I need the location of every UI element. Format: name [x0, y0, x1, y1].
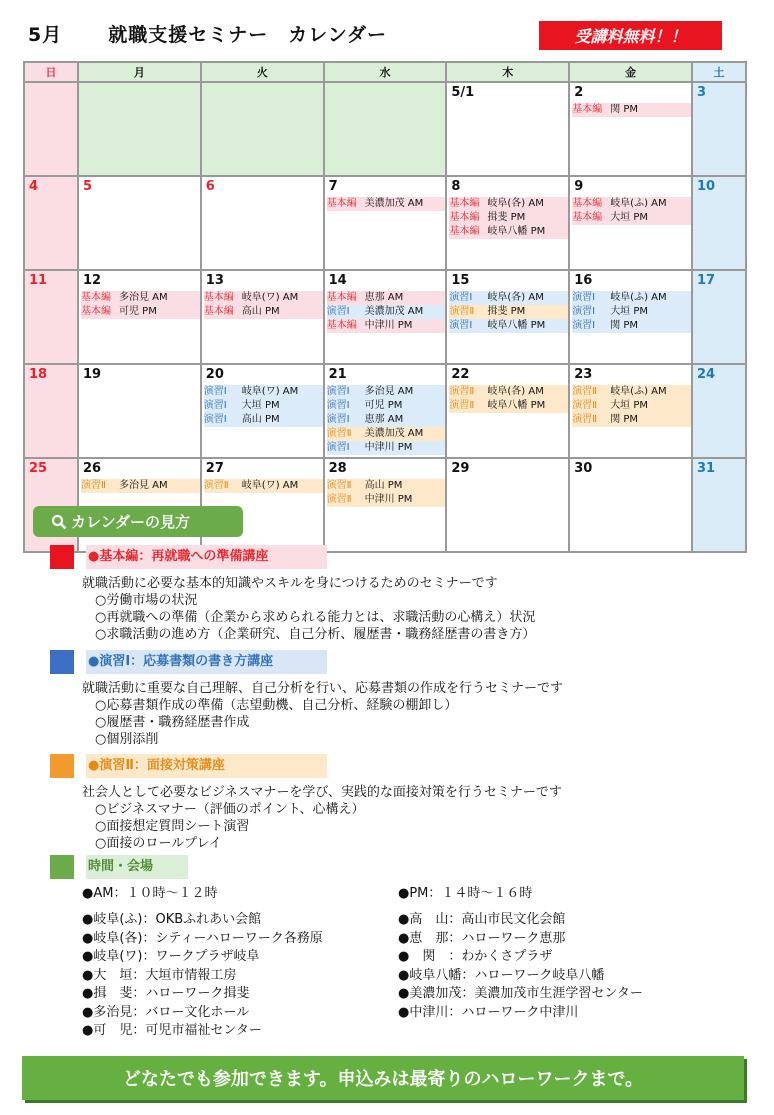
basic-desc-text: 就職活動に必要な基本的知識やスキルを身につけるためのセミナーです: [82, 576, 498, 591]
calendar-week: [24, 364, 746, 458]
day-number: 4: [29, 179, 39, 194]
seminar-event: [449, 319, 568, 333]
event-type-tag: 基本編: [572, 104, 603, 115]
day-number: 7: [328, 179, 338, 194]
calendar-day-cell: [201, 458, 324, 552]
calendar-day-cell: [692, 364, 746, 458]
seminar-event: [327, 399, 446, 413]
event-type-tag: 基本編: [449, 226, 480, 237]
day-number: 16: [574, 273, 593, 288]
day-number: 5: [83, 179, 93, 194]
calendar-day-cell: [24, 458, 78, 552]
calendar-day-cell: [569, 82, 692, 176]
seminar-event: [327, 291, 446, 305]
event-type-tag: 演習Ⅰ: [326, 400, 350, 411]
pm-time: ●PM：１４時～１６時: [398, 886, 533, 901]
basic-title: ●基本編：再就職への準備講座: [86, 545, 327, 569]
event-location-time: 多治見 AM: [119, 480, 168, 491]
event-location-time: 大垣 PM: [610, 306, 649, 317]
event-location-time: 高山 PM: [241, 414, 280, 425]
event-type-tag: 基本編: [203, 306, 234, 317]
basic-item: ○労働市場の状況: [95, 593, 198, 608]
event-location-time: 揖斐 PM: [487, 212, 526, 223]
seminar-event: [204, 479, 323, 493]
venue-item: ●岐阜(各)：シティーハローワーク各務原: [82, 930, 323, 946]
seminar-event: [572, 197, 691, 211]
day-number: 15: [451, 273, 470, 288]
seminar-event: [204, 305, 323, 319]
calendar-day-cell: [24, 82, 78, 176]
day-number: 17: [697, 273, 716, 288]
event-type-tag: 基本編: [81, 292, 111, 303]
guide-label: カレンダーの見方: [71, 513, 191, 531]
ex1-desc-text: 就職活動に重要な自己理解、自己分析を行い、応募書類の作成を行うセミナーです: [82, 681, 564, 696]
seminar-event: [327, 385, 446, 399]
day-number: 18: [29, 367, 48, 382]
day-number: 25: [29, 461, 48, 476]
calendar-day-cell: [692, 270, 746, 364]
calendar-day-cell: [692, 458, 746, 552]
event-location-time: 恵那 AM: [364, 292, 404, 303]
event-location-time: 岐阜(各) AM: [487, 198, 544, 209]
am-time: ●AM：１０時～１２時: [82, 886, 218, 901]
month-label: 5月: [28, 24, 63, 46]
footer-banner: どなたでも参加できます。申込みは最寄りのハローワークまで。: [22, 1056, 744, 1100]
seminar-event: [327, 427, 446, 441]
seminar-event: [449, 211, 568, 225]
event-location-time: 関 PM: [610, 320, 639, 331]
event-location-time: 関 PM: [610, 104, 639, 115]
basic-item: ○再就職への準備（企業から求められる能力とは、求職活動の心構え）状況: [95, 610, 536, 625]
seminar-event: [327, 319, 446, 333]
event-location-time: 中津川 PM: [364, 320, 413, 331]
calendar-day-cell: [324, 458, 447, 552]
ex1-item: ○個別添削: [95, 732, 159, 747]
seminar-event: [327, 441, 446, 455]
venue-item: ●多治見：バロー文化ホール: [82, 1004, 250, 1020]
calendar-guide-button[interactable]: [33, 506, 243, 537]
seminar-event: [327, 493, 446, 507]
venue-list-right: [398, 911, 643, 1022]
seminar-event: [204, 399, 323, 413]
calendar-day-cell: [24, 270, 78, 364]
section-venue: [50, 855, 188, 879]
event-type-tag: 基本編: [203, 292, 234, 303]
day-number: 9: [574, 179, 584, 194]
event-type-tag: 演習Ⅰ: [203, 400, 227, 411]
calendar-week: [24, 82, 746, 176]
day-number: [202, 83, 323, 103]
event-location-time: 岐阜八幡 PM: [487, 400, 546, 411]
calendar-day-cell: [201, 176, 324, 270]
calendar-day-cell: [692, 176, 746, 270]
event-location-time: 高山 PM: [241, 306, 280, 317]
seminar-event: [572, 291, 691, 305]
event-location-time: 多治見 AM: [119, 292, 168, 303]
event-type-tag: 演習Ⅱ: [572, 400, 598, 411]
venue-item: ● 関 ：わかくさプラザ: [398, 949, 553, 964]
event-type-tag: 演習Ⅱ: [449, 386, 475, 397]
calendar-day-cell: [324, 82, 447, 176]
calendar-day-cell: [201, 82, 324, 176]
seminar-event: [327, 413, 446, 427]
seminar-event: [81, 479, 200, 493]
calendar-day-cell: [446, 270, 569, 364]
seminar-event: [327, 305, 446, 319]
weekday-header: 水: [324, 62, 447, 82]
calendar-day-cell: [78, 458, 201, 552]
ex2-color-swatch: [50, 754, 74, 778]
weekday-header: 金: [569, 62, 692, 82]
event-type-tag: 演習Ⅰ: [572, 320, 596, 331]
day-number: 3: [697, 85, 707, 100]
page-title: [28, 20, 433, 47]
calendar-day-cell: [446, 458, 569, 552]
event-location-time: 岐阜(各) AM: [487, 292, 544, 303]
ex1-title: ●演習Ⅰ：応募書類の書き方講座: [86, 650, 327, 674]
event-type-tag: 基本編: [326, 320, 357, 331]
venue-item: ●美濃加茂：美濃加茂市生涯学習センター: [398, 986, 643, 1001]
calendar-day-cell: [324, 270, 447, 364]
event-type-tag: 基本編: [326, 198, 357, 209]
day-number: 10: [697, 179, 716, 194]
event-type-tag: 演習Ⅰ: [449, 320, 473, 331]
day-number: 23: [574, 367, 593, 382]
event-location-time: 岐阜(ワ) AM: [241, 292, 299, 303]
ex2-item: ○面接想定質問シート演習: [95, 819, 250, 834]
ex1-color-swatch: [50, 650, 74, 674]
calendar-day-cell: [446, 176, 569, 270]
day-number: 21: [328, 367, 347, 382]
basic-color-swatch: [50, 545, 74, 569]
event-location-time: 岐阜(各) AM: [487, 386, 544, 397]
seminar-event: [449, 399, 568, 413]
weekday-header: 月: [78, 62, 201, 82]
day-number: 26: [83, 461, 102, 476]
venue-item: ●揖 斐：ハローワーク揖斐: [82, 986, 250, 1001]
basic-item: ○求職活動の進め方（企業研究、自己分析、履歴書・職務経歴書の書き方）: [95, 627, 536, 642]
event-location-time: 可児 PM: [364, 400, 403, 411]
day-number: 5/1: [451, 85, 475, 100]
venue-item: ●恵 那：ハローワーク恵那: [398, 930, 566, 946]
venue-item: ●大 垣：大垣市情報工房: [82, 967, 237, 983]
day-number: [79, 83, 200, 103]
calendar-day-cell: [201, 364, 324, 458]
seminar-event: [449, 385, 568, 399]
seminar-event: [449, 305, 568, 319]
day-number: 2: [574, 85, 584, 100]
day-number: 28: [328, 461, 347, 476]
calendar-day-cell: [446, 82, 569, 176]
event-type-tag: 基本編: [572, 198, 603, 209]
section-ex1: [50, 650, 327, 674]
calendar-day-cell: [569, 176, 692, 270]
event-type-tag: 演習Ⅰ: [572, 292, 596, 303]
event-location-time: 美濃加茂 AM: [364, 198, 424, 209]
calendar-day-cell: [324, 364, 447, 458]
day-number: [325, 83, 446, 103]
calendar-day-cell: [569, 458, 692, 552]
event-type-tag: 演習Ⅱ: [449, 306, 475, 317]
event-location-time: 高山 PM: [364, 480, 403, 491]
event-location-time: 岐阜(ふ) AM: [610, 292, 667, 303]
event-type-tag: 演習Ⅰ: [449, 292, 473, 303]
event-type-tag: 基本編: [81, 306, 111, 317]
ex2-item: ○ビジネスマナー（評価のポイント、心構え）: [95, 802, 365, 817]
calendar-day-cell: [78, 270, 201, 364]
venue-list-left: [82, 911, 323, 1041]
event-type-tag: 演習Ⅱ: [326, 428, 352, 439]
venue-title: 時間・会場: [86, 855, 188, 879]
event-type-tag: 基本編: [572, 212, 603, 223]
ex2-description: [82, 784, 562, 852]
event-type-tag: 基本編: [449, 212, 480, 223]
event-type-tag: 演習Ⅰ: [203, 386, 227, 397]
event-location-time: 中津川 PM: [364, 442, 413, 453]
weekday-header: 火: [201, 62, 324, 82]
day-number: 14: [328, 273, 347, 288]
section-basic: [50, 545, 327, 569]
calendar-week: [24, 270, 746, 364]
event-location-time: 恵那 AM: [364, 414, 404, 425]
seminar-event: [204, 385, 323, 399]
event-type-tag: 演習Ⅱ: [326, 480, 352, 491]
seminar-event: [204, 291, 323, 305]
day-number: [25, 83, 77, 103]
day-number: 22: [451, 367, 470, 382]
ex2-desc-text: 社会人として必要なビジネスマナーを学び、実践的な面接対策を行うセミナーです: [82, 785, 562, 800]
seminar-event: [449, 225, 568, 239]
venue-item: ●岐阜八幡：ハローワーク岐阜八幡: [398, 967, 605, 983]
event-location-time: 岐阜(ワ) AM: [241, 386, 299, 397]
event-location-time: 岐阜(ふ) AM: [610, 198, 667, 209]
calendar-day-cell: [78, 364, 201, 458]
event-location-time: 中津川 PM: [364, 494, 413, 505]
event-location-time: 岐阜(ふ) AM: [610, 386, 667, 397]
venue-item: ●岐阜(ワ)：ワークプラザ岐阜: [82, 949, 260, 964]
event-type-tag: 演習Ⅰ: [326, 414, 350, 425]
day-number: 30: [574, 461, 593, 476]
day-number: 31: [697, 461, 716, 476]
calendar-day-cell: [324, 176, 447, 270]
event-location-time: 大垣 PM: [241, 400, 280, 411]
day-number: 24: [697, 367, 716, 382]
venue-item: ●高 山：高山市民文化会館: [398, 912, 566, 927]
day-number: 8: [451, 179, 461, 194]
seminar-title: 就職支援セミナー カレンダー: [108, 24, 388, 46]
venue-item: ●可 児：可児市福祉センター: [82, 1023, 262, 1038]
event-type-tag: 演習Ⅱ: [572, 414, 598, 425]
day-number: 11: [29, 273, 48, 288]
day-number: 20: [205, 367, 224, 382]
event-location-time: 岐阜(ワ) AM: [241, 480, 299, 491]
event-type-tag: 演習Ⅰ: [326, 306, 350, 317]
event-type-tag: 演習Ⅰ: [326, 442, 350, 453]
calendar-day-cell: [446, 364, 569, 458]
calendar-day-cell: [692, 82, 746, 176]
event-location-time: 揖斐 PM: [487, 306, 526, 317]
event-type-tag: 基本編: [326, 292, 357, 303]
ex1-item: ○応募書類作成の準備（志望動機、自己分析、経験の棚卸し）: [95, 698, 458, 713]
calendar-day-cell: [569, 270, 692, 364]
seminar-event: [449, 197, 568, 211]
seminar-event: [81, 305, 200, 319]
event-type-tag: 演習Ⅰ: [203, 414, 227, 425]
event-location-time: 岐阜八幡 PM: [487, 320, 546, 331]
day-number: 6: [205, 179, 215, 194]
day-number: 13: [205, 273, 224, 288]
venue-item: ●岐阜(ふ)：OKBふれあい会館: [82, 912, 262, 927]
event-location-time: 大垣 PM: [610, 212, 649, 223]
calendar-day-cell: [24, 364, 78, 458]
ex1-description: [82, 680, 563, 748]
seminar-event: [572, 319, 691, 333]
event-type-tag: 演習Ⅱ: [326, 494, 352, 505]
calendar-week: [24, 458, 746, 552]
event-location-time: 多治見 AM: [364, 386, 414, 397]
event-type-tag: 演習Ⅱ: [449, 400, 475, 411]
day-number: 29: [451, 461, 470, 476]
calendar-table: [23, 61, 747, 553]
weekday-header: 木: [446, 62, 569, 82]
free-badge: 受講料無料！！: [539, 21, 722, 50]
event-location-time: 可児 PM: [119, 306, 157, 317]
section-ex2: [50, 754, 327, 778]
calendar-day-cell: [24, 176, 78, 270]
seminar-event: [449, 291, 568, 305]
ex2-item: ○面接のロールプレイ: [95, 836, 222, 851]
calendar-day-cell: [201, 270, 324, 364]
event-type-tag: 基本編: [449, 198, 480, 209]
search-icon: [51, 514, 67, 530]
day-number: 27: [205, 461, 224, 476]
basic-description: [82, 575, 535, 643]
venue-color-swatch: [50, 855, 74, 879]
calendar-day-cell: [78, 176, 201, 270]
event-type-tag: 演習Ⅰ: [572, 306, 596, 317]
seminar-event: [572, 385, 691, 399]
event-location-time: 美濃加茂 AM: [364, 306, 424, 317]
event-type-tag: 演習Ⅰ: [326, 386, 350, 397]
day-number: 19: [83, 367, 102, 382]
day-number: 12: [83, 273, 102, 288]
seminar-event: [572, 399, 691, 413]
event-type-tag: 演習Ⅱ: [81, 480, 106, 491]
seminar-event: [572, 211, 691, 225]
event-location-time: 大垣 PM: [610, 400, 649, 411]
seminar-event: [572, 103, 691, 117]
seminar-event: [81, 291, 200, 305]
calendar-day-cell: [569, 364, 692, 458]
event-type-tag: 演習Ⅱ: [572, 386, 598, 397]
event-location-time: 美濃加茂 AM: [364, 428, 424, 439]
ex2-title: ●演習Ⅱ：面接対策講座: [86, 754, 327, 778]
calendar-day-cell: [78, 82, 201, 176]
seminar-event: [204, 413, 323, 427]
weekday-header: 土: [692, 62, 746, 82]
seminar-event: [572, 305, 691, 319]
event-location-time: 岐阜八幡 PM: [487, 226, 546, 237]
event-type-tag: 演習Ⅱ: [203, 480, 229, 491]
ex1-item: ○履歴書・職務経歴書作成: [95, 715, 250, 730]
event-location-time: 関 PM: [610, 414, 639, 425]
calendar-week: [24, 176, 746, 270]
weekday-header: 日: [24, 62, 78, 82]
seminar-event: [572, 413, 691, 427]
seminar-event: [327, 479, 446, 493]
venue-item: ●中津川：ハローワーク中津川: [398, 1004, 579, 1020]
seminar-event: [327, 197, 446, 211]
